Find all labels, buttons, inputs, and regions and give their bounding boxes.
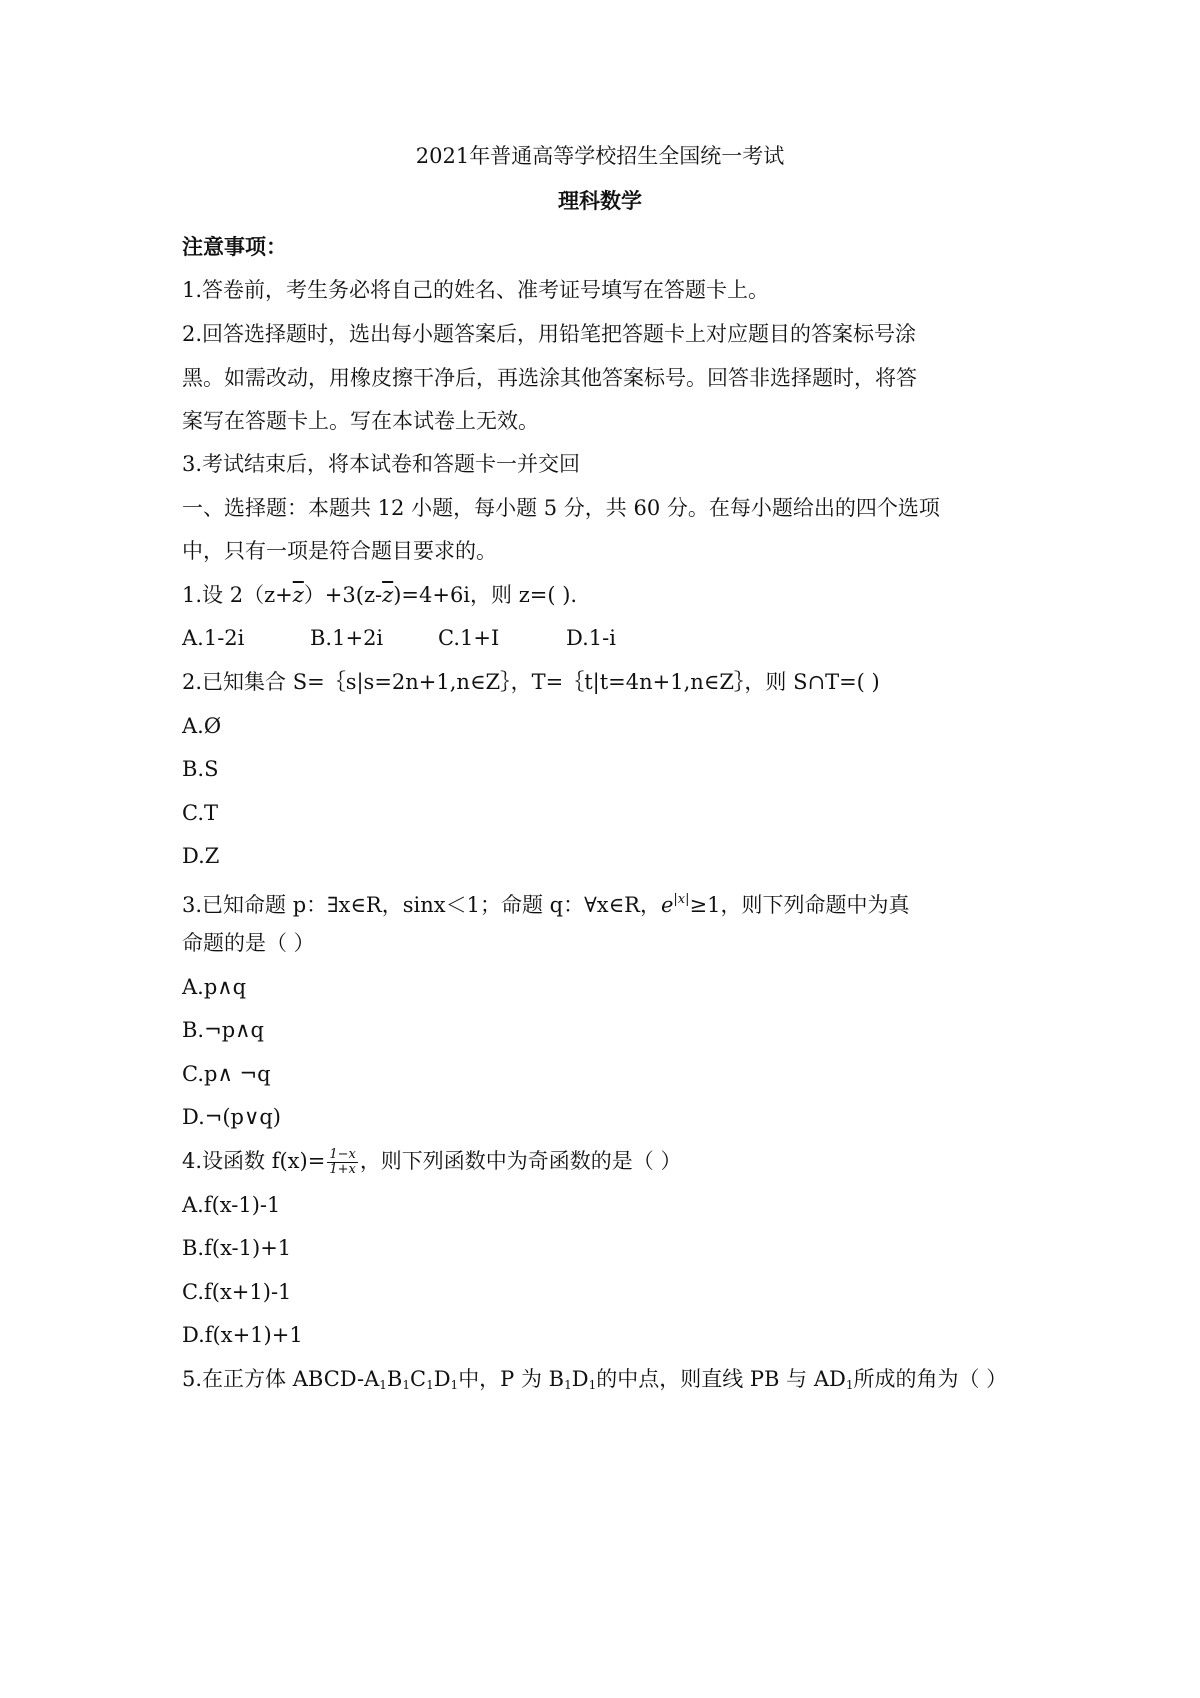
q1-option-a: A.1-2i [182,626,245,650]
notice-item-3: 3.考试结束后，将本试卷和答题卡一并交回 [182,452,581,476]
q4-option-c: C.f(x+1)-1 [182,1280,292,1304]
notice-item-2-line-2: 黑。如需改动，用橡皮擦干净后，再选涂其他答案标号。回答非选择题时，将答 [182,366,917,390]
question-1-options [182,623,694,653]
q5-text-g: 的中点，则直线 PB 与 AD [596,1367,846,1391]
q2-option-b: B.S [182,757,219,781]
q4-text-a: 4.设函数 f(x)= [182,1149,326,1173]
q2-option-a: A.Ø [182,714,222,738]
q3-option-b: B.¬p∧q [182,1018,264,1042]
q4-text-b: ，则下列函数中为奇函数的是（ ） [359,1149,682,1173]
fraction-denominator: 1+x [329,1162,356,1177]
q1-option-b: B.1+2i [310,626,384,650]
subscript: 1 [845,1378,854,1392]
section-1-line-1: 一、选择题：本题共 12 小题，每小题 5 分，共 60 分。在每小题给出的四个选项 [182,496,940,520]
q5-text-h: 所成的角为（ ） [853,1367,1008,1391]
subscript: 1 [402,1378,410,1392]
q3-text-b: ≥1，则下列命题中为真 [689,893,910,917]
q1-text-a: 1.设 2（z+ [182,583,293,607]
subscript: 1 [379,1378,387,1392]
question-5-stem [182,1364,1007,1400]
q1-text-c: )=4+6i，则 z=( ). [393,583,578,607]
q4-option-d: D.f(x+1)+1 [182,1323,303,1347]
z-conjugate: $\overline{z}$ [292,583,304,607]
q2-option-c: C.T [182,801,219,825]
fraction-numerator: 1−x [329,1147,356,1162]
question-4-stem [182,1146,682,1177]
q1-option-c: C.1+I [438,626,500,650]
notice-heading: 注意事项： [182,234,287,259]
q1-option-d: D.1-i [566,626,616,650]
q5-text-e: 中，P 为 B [458,1367,565,1391]
notice-item-2-line-1: 2.回答选择题时，选出每小题答案后，用铅笔把答题卡上对应题目的答案标号涂 [182,322,917,346]
notice-item-2-line-3: 案写在答题卡上。写在本试卷上无效。 [182,409,539,433]
section-1-line-2: 中，只有一项是符合题目要求的。 [182,539,497,563]
fraction [327,1148,358,1177]
exam-title: 2021年普通高等学校招生全国统一考试 [415,144,785,168]
q3-text-a: 3.已知命题 p：∃x∈R，sinx＜1；命题 q：∀x∈R， [182,893,661,917]
q5-text-f: D [571,1367,589,1391]
e-base: e [660,893,674,917]
z-conjugate: $\overline{z}$ [382,583,394,607]
question-3-stem-line-2: 命题的是（ ） [182,931,315,955]
q3-option-a: A.p∧q [182,975,247,999]
q4-option-a: A.f(x-1)-1 [182,1193,281,1217]
notice-item-1: 1.答卷前，考生务必将自己的姓名、准考证号填写在答题卡上。 [182,278,770,302]
question-2-stem: 2.已知集合 S=｛s|s=2n+1,n∈Z｝，T=｛t|t=4n+1,n∈Z｝，则 S∩T=( ) [182,670,880,694]
q5-text-d: D [433,1367,451,1391]
abs-x-exponent: |x| [673,892,690,907]
question-1-stem [182,580,577,610]
question-3-stem-line-1 [182,885,909,920]
subject-title: 理科数学 [558,188,642,213]
q5-text-c: C [409,1367,427,1391]
q5-text-a: 5.在正方体 ABCD-A [182,1367,380,1391]
q3-option-c: C.p∧ ¬q [182,1062,271,1086]
q1-text-b: ）+3(z- [303,583,383,607]
subscript: 1 [588,1378,597,1392]
q3-option-d: D.¬(p∨q) [182,1105,282,1129]
q5-text-b: B [386,1367,403,1391]
subscript: 1 [450,1378,459,1392]
q2-option-d: D.Z [182,844,220,868]
subscript: 1 [426,1378,434,1392]
subscript: 1 [564,1378,572,1392]
q4-option-b: B.f(x-1)+1 [182,1236,292,1260]
